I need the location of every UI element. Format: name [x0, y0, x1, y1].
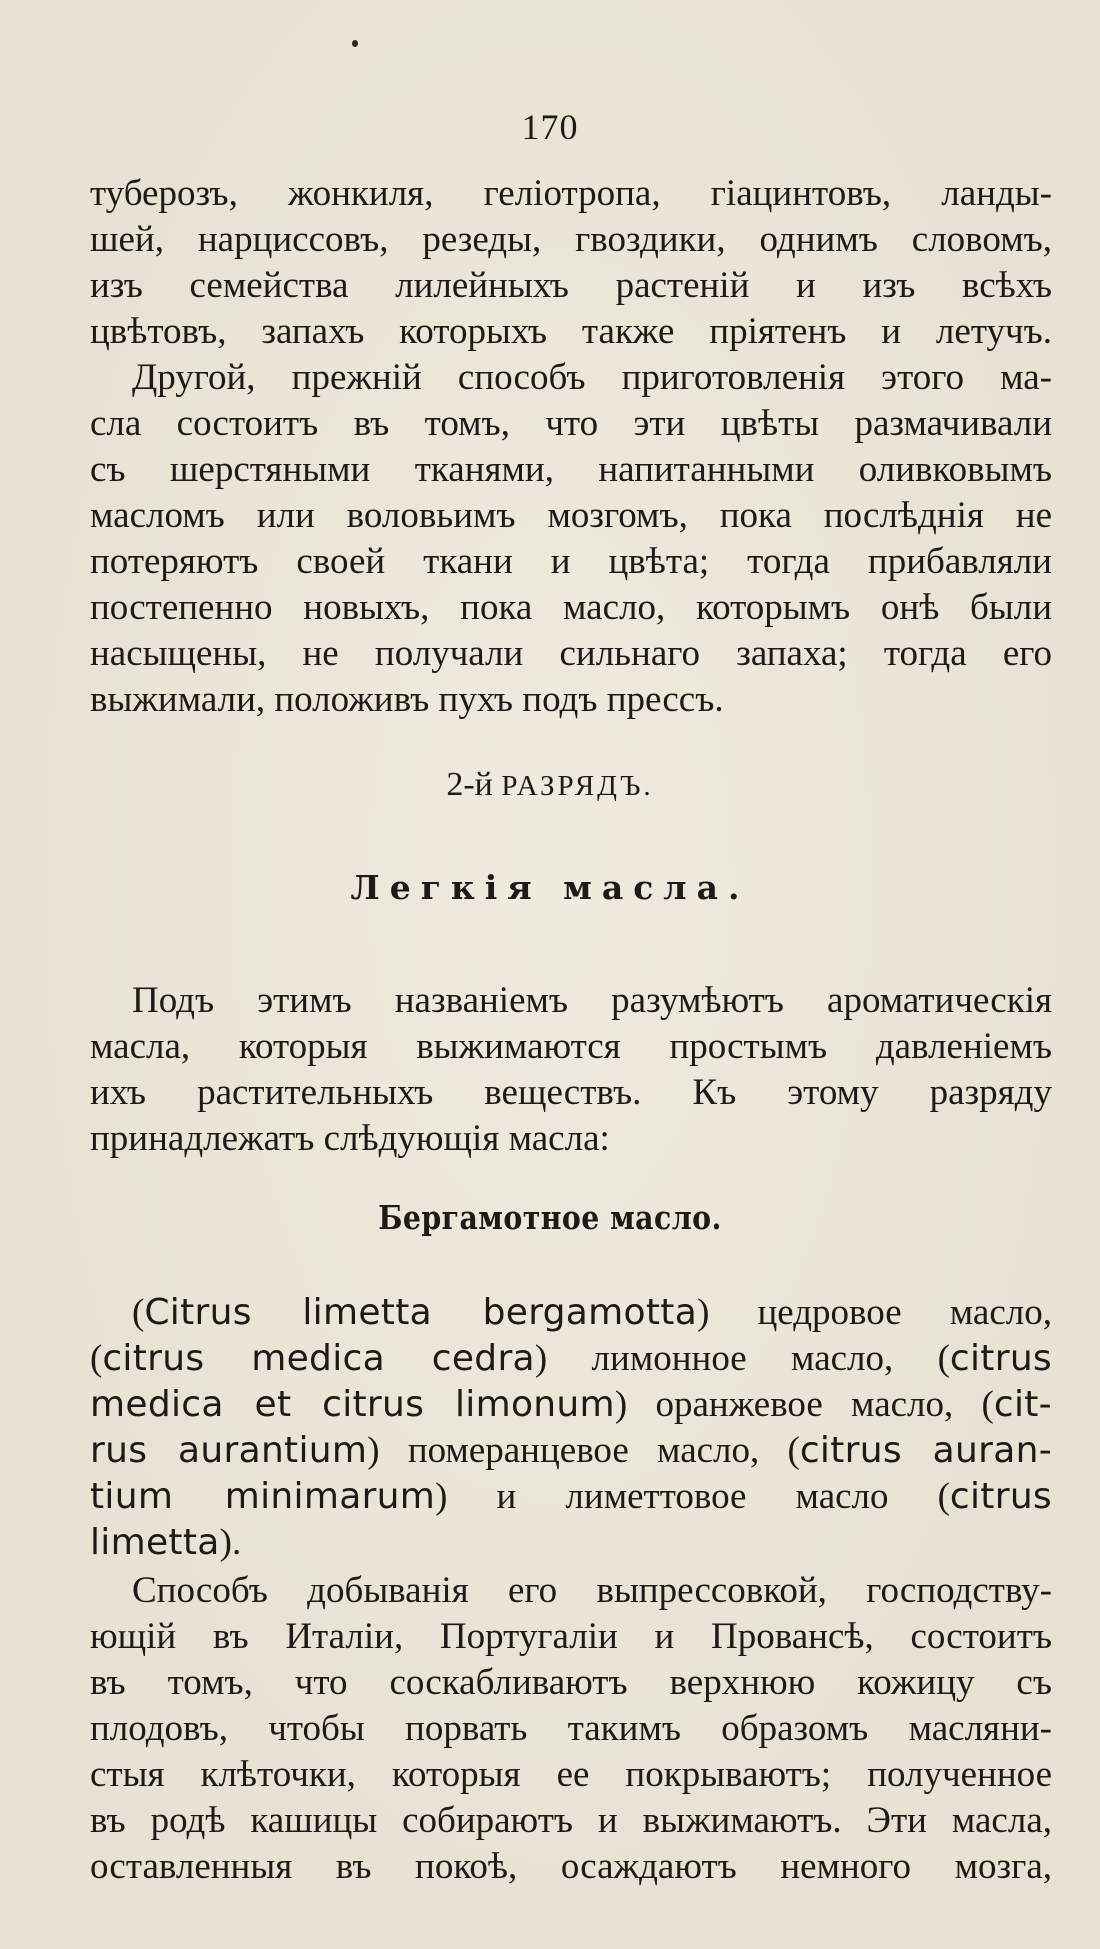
chapter-title: Легкія масла.: [350, 868, 750, 907]
text-line: ющій въ Италіи, Португаліи и Провансѣ, состоитъ: [90, 1616, 1052, 1657]
text-line: постепенно новыхъ, пока масло, которымъ онѣ были: [90, 587, 1052, 628]
text-line: въ родѣ кашицы собираютъ и выжимаютъ. Эти масла,: [90, 1800, 1052, 1841]
text-line: плодовъ, чтобы порвать такимъ образомъ масляни-: [90, 1708, 1052, 1749]
text-line: оставленныя въ покоѣ, осаждаютъ немного мозга,: [90, 1846, 1052, 1887]
text-line: ихъ растительныхъ веществъ. Къ этому разряду: [90, 1072, 1052, 1113]
text-line: туберозъ, жонкиля, геліотропа, гіацинтовъ, ланды-: [90, 173, 1052, 214]
text-line: насыщены, не получали сильнаго запаха; тогда его: [90, 633, 1052, 674]
latin-name: medica et citrus limonum: [90, 1384, 615, 1425]
text-line: масломъ или воловьимъ мозгомъ, пока послѣднія не: [90, 495, 1052, 536]
text-line: (Citrus limetta bergamotta) цедровое масло,: [132, 1292, 1052, 1333]
subsection-title: Бергамотное масло.: [378, 1198, 722, 1237]
text-line: цвѣтовъ, запахъ которыхъ также пріятенъ и летучъ.: [90, 311, 1052, 352]
text-line: (citrus medica cedra) лимонное масло, (citrus: [90, 1338, 1052, 1379]
section-number: 2-й: [446, 766, 493, 803]
text-line: tium minimarum) и лиметтовое масло (citrus: [90, 1476, 1052, 1517]
text-line: Способъ добыванія его выпрессовкой, господству-: [132, 1570, 1052, 1611]
latin-name: Citrus limetta bergamotta: [144, 1292, 698, 1333]
latin-name: limetta: [90, 1522, 220, 1563]
text-line: изъ семейства лилейныхъ растеній и изъ всѣхъ: [90, 265, 1052, 306]
text-line: Подъ этимъ названіемъ разумѣютъ ароматическія: [132, 980, 1052, 1021]
text-line: стыя клѣточки, которыя ее покрываютъ; полученное: [90, 1754, 1052, 1795]
latin-name: tium minimarum: [90, 1476, 436, 1517]
text-line: принадлежатъ слѣдующія масла:: [90, 1118, 610, 1159]
text-line: medica et citrus limonum) оранжевое масло, (cit-: [90, 1384, 1052, 1425]
section-heading: [0, 766, 1100, 804]
text-line: rus aurantium) померанцевое масло, (citrus auran-: [90, 1430, 1052, 1471]
latin-name: citrus: [949, 1476, 1052, 1517]
latin-name: citrus: [949, 1338, 1052, 1379]
text-line: въ томъ, что соскабливаютъ верхнюю кожицу съ: [90, 1662, 1052, 1703]
ink-speck: [352, 40, 358, 47]
latin-name: citrus medica cedra: [102, 1338, 535, 1379]
page-number: 170: [521, 107, 579, 147]
text-line: шей, нарциссовъ, резеды, гвоздики, однимъ словомъ,: [90, 219, 1052, 260]
latin-name: citrus auran-: [799, 1430, 1052, 1471]
text-line: сла состоитъ въ томъ, что эти цвѣты размачивали: [90, 403, 1052, 444]
text-line: съ шерстяными тканями, напитанными оливковымъ: [90, 449, 1052, 490]
text-line: limetta).: [90, 1522, 242, 1563]
text-line: Другой, прежній способъ приготовленія этого ма-: [132, 357, 1052, 398]
text-line: выжимали, положивъ пухъ подъ прессъ.: [90, 679, 724, 720]
latin-name: rus aurantium: [90, 1430, 368, 1471]
text-line: масла, которыя выжимаются простымъ давленіемъ: [90, 1026, 1052, 1067]
latin-name: cit-: [993, 1384, 1052, 1425]
section-word: РАЗРЯДЪ.: [501, 770, 654, 802]
text-line: потеряютъ своей ткани и цвѣта; тогда прибавляли: [90, 541, 1052, 582]
